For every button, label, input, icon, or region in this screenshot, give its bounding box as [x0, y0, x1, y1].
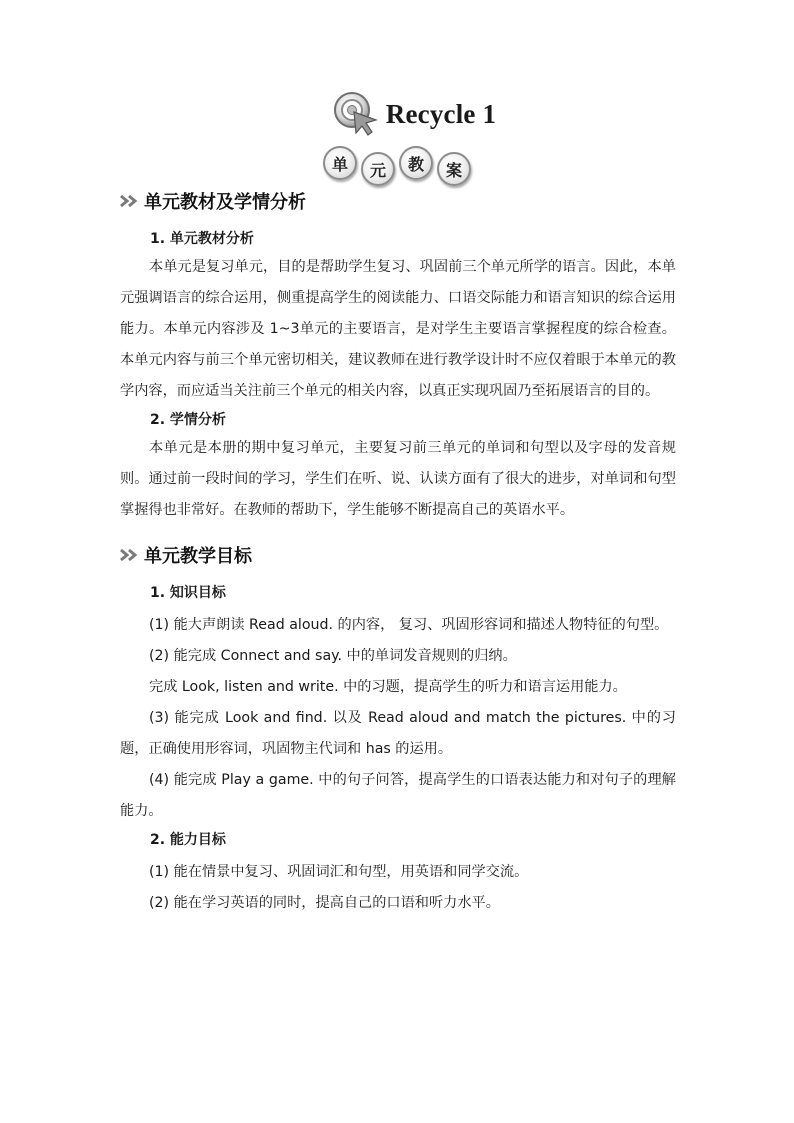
paragraph: (3) 能完成 Look and find. 以及 Read aloud and match the pictures. 中的习题，正确使用形容词，巩固物主代词和 has 的运用。	[120, 710, 676, 757]
paragraph: 本单元是复习单元，目的是帮助学生复习、巩固前三个单元所学的语言。因此，本单元强调语言的综合运用，侧重提高学生的阅读能力、口语交际能力和语言知识的综合运用能力。本单元内容涉及 1~3单元的主要语言，是对学生主要语言掌握程度的综合检查。本单元内容与前三个单元密切相关，建议教师在进行教学设计时不应仅着眼于本单元的教学内容，而应适当关注前三个单元的相关内容，以真正实现巩固乃至拓展语言的目的。	[120, 259, 676, 399]
paragraph: 本单元是本册的期中复习单元，主要复习前三单元的单词和句型以及字母的发音规则。通过前一段时间的学习，学生们在听、说、认读方面有了很大的进步，对单词和句型掌握得也非常好。在教师的帮助下，学生能够不断提高自己的英语水平。	[120, 440, 676, 518]
badge-char: 元	[361, 152, 395, 186]
document-body	[120, 186, 676, 919]
section-heading-text: 单元教材及学情分析	[144, 192, 306, 213]
badge-char: 教	[399, 146, 433, 180]
paragraph: (2) 能在学习英语的同时，提高自己的口语和听力水平。	[149, 895, 500, 911]
section-heading	[120, 540, 676, 570]
paragraph: (4) 能完成 Play a game. 中的句子问答，提高学生的口语表达能力和对句子的理解能力。	[120, 772, 676, 819]
unit-plan-badges	[0, 146, 794, 186]
subsection-title: 1. 单元教材分析	[150, 231, 254, 247]
badge-char: 案	[437, 152, 471, 186]
section-heading-text: 单元教学目标	[144, 546, 252, 567]
page-title: Recycle 1	[385, 98, 497, 129]
subsection-title: 2. 能力目标	[150, 832, 226, 848]
double-chevron-icon	[120, 194, 142, 208]
badge-char: 单	[323, 146, 357, 180]
paragraph: (2) 能完成 Connect and say. 中的单词发音规则的归纳。	[149, 648, 517, 664]
subsection-title: 1. 知识目标	[150, 585, 226, 601]
section-heading	[120, 186, 676, 216]
subsection-title: 2. 学情分析	[150, 412, 226, 428]
paragraph: 完成 Look, listen and write. 中的习题，提高学生的听力和语言运用能力。	[149, 679, 627, 695]
double-chevron-icon	[120, 548, 142, 562]
paragraph: (1) 能在情景中复习、巩固词汇和句型，用英语和同学交流。	[149, 864, 529, 880]
paragraph: (1) 能大声朗读 Read aloud. 的内容， 复习、巩固形容词和描述人物特征的句型。	[149, 617, 669, 633]
cursor-target-icon	[332, 90, 380, 138]
title-row	[0, 88, 794, 140]
